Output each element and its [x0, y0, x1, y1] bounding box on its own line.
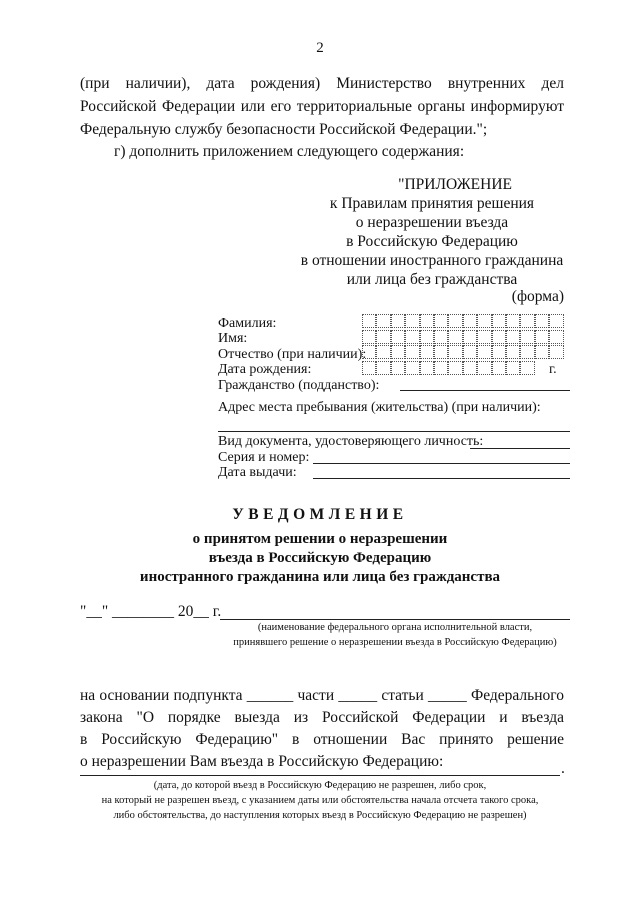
notice-subtitle-2: въезда в Российскую Федерацию — [208, 550, 432, 566]
char-box[interactable] — [434, 361, 448, 375]
bottom-note-3: либо обстоятельства, до наступления которых въезд в Российскую Федерацию не разрешен) — [113, 810, 527, 821]
appendix-line-3: в Российскую Федерацию — [346, 233, 518, 250]
period-field[interactable] — [80, 775, 560, 776]
name-box-grid[interactable] — [362, 314, 572, 378]
citizenship-label: Гражданство (подданство): — [218, 378, 380, 393]
char-box[interactable] — [391, 330, 405, 344]
char-box[interactable] — [535, 345, 549, 359]
char-box[interactable] — [549, 314, 563, 328]
issue-date-label: Дата выдачи: — [218, 465, 297, 480]
char-box[interactable] — [405, 330, 419, 344]
appendix-block — [300, 175, 564, 289]
char-box[interactable] — [420, 314, 434, 328]
char-box[interactable] — [376, 314, 390, 328]
char-box[interactable] — [434, 330, 448, 344]
date-line[interactable]: "__" ________ 20__ г. — [80, 603, 222, 620]
bottom-note-2: на который не разрешен въезд, с указанием даты или обстоятельства начала отсчета такого срока, — [101, 795, 539, 806]
intro-line-4: г) дополнить приложением следующего содержания: — [114, 143, 465, 160]
address-field[interactable] — [218, 431, 570, 432]
char-box[interactable] — [492, 330, 506, 344]
address-label: Адрес места пребывания (жительства) (при наличии): — [218, 400, 541, 415]
name-label: Имя: — [218, 331, 248, 346]
char-box[interactable] — [477, 330, 491, 344]
char-box[interactable] — [448, 361, 462, 375]
char-box[interactable] — [391, 345, 405, 359]
char-box[interactable] — [463, 361, 477, 375]
appendix-line-1: к Правилам принятия решения — [329, 195, 535, 212]
issue-date-field[interactable] — [313, 478, 570, 479]
authority-note-1: (наименование федерального органа исполнительной власти, — [257, 622, 533, 633]
char-box[interactable] — [520, 345, 534, 359]
char-box[interactable] — [477, 345, 491, 359]
intro-line-1: (при наличии), дата рождения) Министерство внутренних дел — [80, 75, 564, 92]
authority-note — [220, 620, 570, 650]
char-box[interactable] — [549, 330, 563, 344]
char-box[interactable] — [376, 345, 390, 359]
char-box[interactable] — [362, 345, 376, 359]
char-box[interactable] — [506, 361, 520, 375]
char-box[interactable] — [448, 345, 462, 359]
char-box[interactable] — [463, 314, 477, 328]
char-box[interactable] — [405, 361, 419, 375]
char-box[interactable] — [420, 345, 434, 359]
intro-line-2: Российской Федерации или его территориальные органы информируют — [80, 98, 564, 115]
char-box[interactable] — [520, 314, 534, 328]
body-line-4: о неразрешении Вам въезда в Российскую Федерацию: — [80, 753, 444, 770]
series-number-field[interactable] — [313, 463, 570, 464]
char-box[interactable] — [376, 361, 390, 375]
form-mark: (форма) — [511, 288, 564, 305]
char-box[interactable] — [420, 361, 434, 375]
char-box[interactable] — [434, 314, 448, 328]
char-box[interactable] — [405, 345, 419, 359]
page-number: 2 — [316, 40, 324, 56]
char-box[interactable] — [362, 314, 376, 328]
bottom-note — [60, 778, 580, 823]
authority-note-2: принявшего решение о неразрешении въезда в Российскую Федерацию) — [233, 637, 557, 648]
appendix-line-4: в отношении иностранного гражданина — [300, 252, 564, 269]
char-box[interactable] — [477, 361, 491, 375]
char-box[interactable] — [434, 345, 448, 359]
notice-title: УВЕДОМЛЕНИЕ — [232, 506, 408, 523]
birth-date-label: Дата рождения: — [218, 362, 312, 377]
char-box[interactable] — [463, 330, 477, 344]
char-box[interactable] — [492, 345, 506, 359]
char-box[interactable] — [420, 330, 434, 344]
body-line-2: закона "О порядке выезда из Российской Федерации и въезда — [80, 709, 564, 726]
intro-line-3: Федеральную службу безопасности Российской Федерации."; — [80, 121, 488, 138]
surname-label: Фамилия: — [218, 316, 277, 331]
doc-type-label: Вид документа, удостоверяющего личность: — [218, 434, 484, 449]
notice-subtitle-1: о принятом решении о неразрешении — [192, 531, 448, 547]
char-box[interactable] — [535, 314, 549, 328]
char-box[interactable] — [391, 361, 405, 375]
char-box[interactable] — [549, 345, 563, 359]
char-box[interactable] — [463, 345, 477, 359]
patronymic-label: Отчество (при наличии): — [218, 347, 367, 362]
appendix-line-2: о неразрешении въезда — [355, 214, 509, 231]
char-box[interactable] — [405, 314, 419, 328]
appendix-title: "ПРИЛОЖЕНИЕ — [398, 176, 512, 193]
char-box[interactable] — [520, 330, 534, 344]
char-box[interactable] — [506, 345, 520, 359]
char-box[interactable] — [492, 314, 506, 328]
char-box[interactable] — [520, 361, 534, 375]
doc-type-field[interactable] — [470, 448, 570, 449]
char-box[interactable] — [535, 330, 549, 344]
series-number-label: Серия и номер: — [218, 450, 310, 465]
birth-year-suffix: г. — [549, 362, 557, 377]
citizenship-field[interactable] — [400, 390, 570, 391]
char-box[interactable] — [506, 330, 520, 344]
bottom-note-1: (дата, до которой въезд в Российскую Федерацию не разрешен, либо срок, — [153, 780, 487, 791]
body-line-1: на основании подпункта ______ части _____ статьи _____ Федерального — [80, 687, 564, 704]
end-period: . — [561, 760, 565, 777]
char-box[interactable] — [448, 314, 462, 328]
char-box[interactable] — [376, 330, 390, 344]
char-box[interactable] — [362, 361, 376, 375]
char-box[interactable] — [391, 314, 405, 328]
char-box[interactable] — [492, 361, 506, 375]
char-box[interactable] — [362, 330, 376, 344]
notice-subtitle-3: иностранного гражданина или лица без гражданства — [139, 569, 501, 585]
body-line-3: в Российскую Федерацию" в отношении Вас принято решение — [80, 731, 564, 748]
char-box[interactable] — [477, 314, 491, 328]
char-box[interactable] — [506, 314, 520, 328]
char-box[interactable] — [448, 330, 462, 344]
appendix-line-5: или лица без гражданства — [346, 271, 518, 288]
